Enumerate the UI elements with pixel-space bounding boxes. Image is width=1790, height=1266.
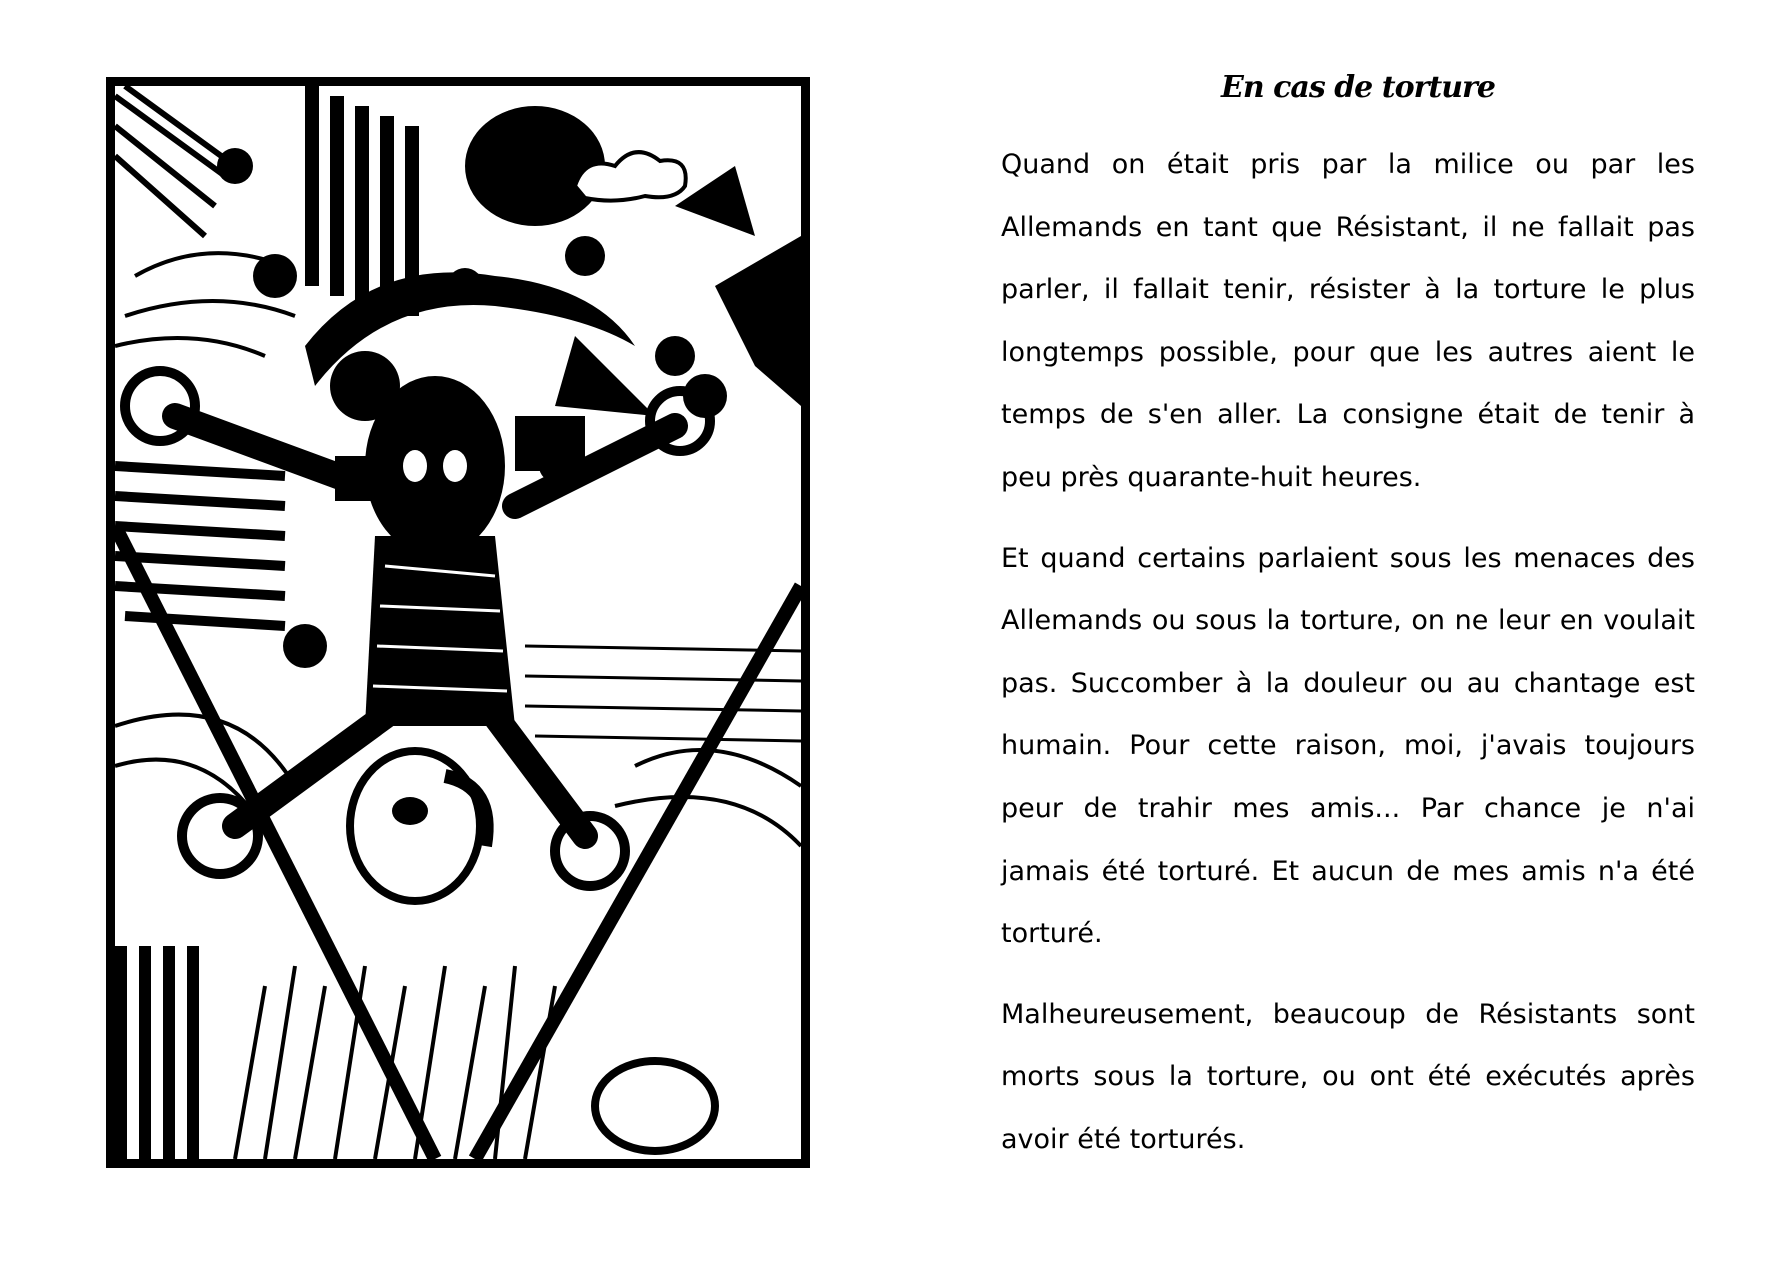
paragraph-3: Malheureusement, beaucoup de Résistants sont morts sous la torture, ou ont été exécutés après avoir été torturés. (1001, 998, 1695, 1155)
tortured-figure-drawing (115, 86, 801, 1159)
text-column (1001, 70, 1695, 1190)
page-title: En cas de torture (1221, 70, 1495, 105)
paragraph-2: Et quand certains parlaient sous les menaces des Allemands ou sous la torture, on ne leur en voulait pas. Succomber à la douleur ou au chantage est humain. Pour cette raison, moi, j'avais toujours peur de trahir mes amis... Par chance je n'ai jamais été torturé. Et aucun de mes amis n'a été torturé. (1001, 542, 1695, 950)
ink-drawing-illustration (106, 77, 810, 1168)
paragraph-1: Quand on était pris par la milice ou par les Allemands en tant que Résistant, il ne fallait pas parler, il fallait tenir, résister à la torture le plus longtemps possible, pour que les autres aient le temps de s'en aller. La consigne était de tenir à peu près quarante-huit heures. (1001, 149, 1695, 493)
